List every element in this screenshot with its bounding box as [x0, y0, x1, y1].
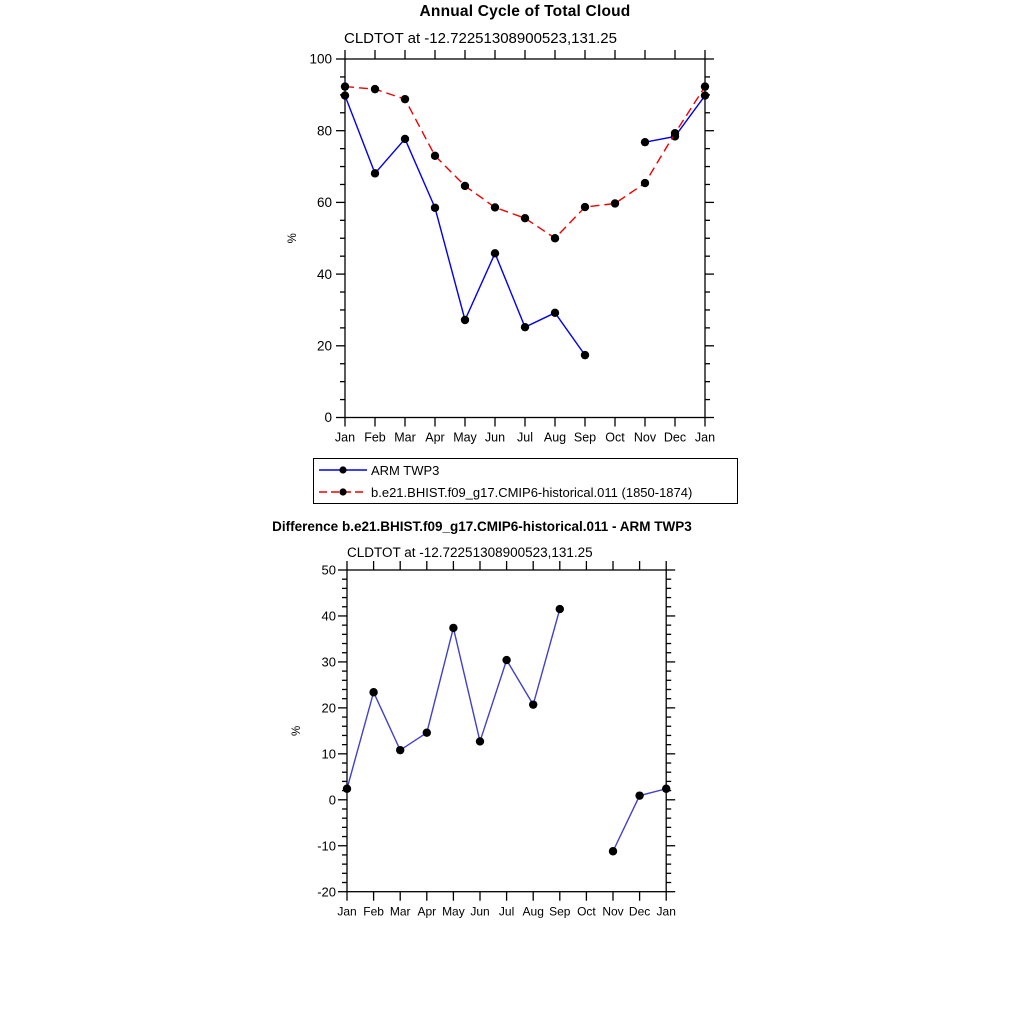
svg-text:Oct: Oct	[577, 904, 596, 919]
chart1-marker	[611, 199, 619, 207]
svg-text:0: 0	[324, 410, 332, 426]
legend-label-arm-twp3: ARM TWP3	[371, 462, 440, 478]
chart1-marker	[641, 138, 649, 146]
svg-text:Jan: Jan	[337, 904, 357, 919]
chart1-marker	[641, 179, 649, 187]
chart1-marker	[371, 85, 379, 93]
chart1-marker	[701, 91, 709, 99]
chart1-ylabel: %	[287, 233, 299, 244]
svg-text:Feb: Feb	[363, 904, 384, 919]
svg-text:Sep: Sep	[573, 430, 597, 445]
svg-text:Dec: Dec	[628, 904, 651, 919]
chart1-marker	[401, 135, 409, 143]
chart2-series-0	[343, 605, 671, 856]
svg-text:20: 20	[321, 700, 336, 716]
chart1-marker	[581, 351, 589, 359]
chart2-line-0	[347, 609, 560, 789]
chart1-marker	[371, 169, 379, 177]
chart2-axes	[338, 561, 675, 901]
svg-text:-10: -10	[317, 838, 336, 854]
svg-text:Feb: Feb	[364, 430, 386, 445]
svg-text:40: 40	[316, 266, 332, 282]
svg-text:20: 20	[316, 338, 332, 354]
svg-text:-20: -20	[317, 884, 336, 900]
chart2-marker	[369, 688, 377, 696]
chart1-marker	[431, 152, 439, 160]
svg-text:30: 30	[321, 654, 336, 670]
svg-text:Jul: Jul	[498, 904, 515, 919]
chart2-marker	[343, 785, 351, 793]
chart2-main-title: Difference b.e21.BHIST.f09_g17.CMIP6-historical.011 - ARM TWP3	[272, 519, 692, 534]
chart2-marker	[476, 737, 484, 745]
svg-text:40: 40	[321, 608, 336, 624]
chart2-marker	[662, 785, 670, 793]
svg-text:Mar: Mar	[394, 430, 416, 445]
chart2-subtitle: CLDTOT at -12.72251308900523,131.25	[347, 545, 593, 560]
svg-text:Sep: Sep	[549, 904, 571, 919]
svg-text:50: 50	[321, 562, 336, 578]
svg-text:Jul: Jul	[517, 430, 533, 445]
chart1-main-title: Annual Cycle of Total Cloud	[419, 3, 631, 20]
chart1-marker	[701, 82, 709, 90]
svg-text:10: 10	[321, 746, 336, 762]
svg-text:Apr: Apr	[417, 904, 437, 919]
svg-text:Aug: Aug	[522, 904, 544, 919]
chart2-marker	[502, 656, 510, 664]
svg-text:Jan: Jan	[656, 904, 676, 919]
chart1-marker	[491, 203, 499, 211]
chart1-marker	[581, 203, 589, 211]
svg-text:Jun: Jun	[484, 430, 506, 445]
chart1-legend-box	[313, 458, 738, 504]
chart2-marker	[635, 791, 643, 799]
svg-text:Nov: Nov	[633, 430, 657, 445]
chart2-marker	[396, 746, 404, 754]
chart1-marker	[341, 91, 349, 99]
svg-text:Jan: Jan	[334, 430, 356, 445]
chart1-series-0	[341, 91, 709, 359]
svg-text:80: 80	[316, 123, 332, 139]
chart1-marker	[341, 82, 349, 90]
legend-label-model: b.e21.BHIST.f09_g17.CMIP6-historical.011 (1850-1874)	[371, 484, 693, 500]
svg-text:Aug: Aug	[543, 430, 567, 445]
chart1-marker	[521, 323, 529, 331]
svg-text:May: May	[453, 430, 477, 445]
chart1-marker	[401, 95, 409, 103]
chart2-marker	[609, 847, 617, 855]
chart1-series-1	[341, 82, 709, 242]
chart2-marker	[529, 700, 537, 708]
chart2-ylabel: %	[291, 725, 303, 736]
chart2-marker	[556, 605, 564, 613]
chart2-marker	[449, 624, 457, 632]
svg-text:Oct: Oct	[605, 430, 625, 445]
svg-text:May: May	[442, 904, 465, 919]
legend-line-sample-dashed-icon	[318, 487, 368, 497]
chart1-marker	[491, 249, 499, 257]
chart1-marker	[461, 182, 469, 190]
svg-text:100: 100	[309, 51, 332, 67]
chart1-marker	[551, 309, 559, 317]
svg-text:Dec: Dec	[663, 430, 687, 445]
chart1-subtitle: CLDTOT at -12.72251308900523,131.25	[344, 30, 617, 47]
legend-line-sample-solid-icon	[318, 465, 368, 475]
chart1-marker	[431, 204, 439, 212]
svg-text:Mar: Mar	[389, 904, 411, 919]
chart1-marker	[521, 214, 529, 222]
chart1-marker	[671, 129, 679, 137]
svg-text:0: 0	[328, 792, 336, 808]
chart2-marker	[423, 728, 431, 736]
legend-row-model	[314, 481, 737, 503]
svg-text:Jan: Jan	[694, 430, 716, 445]
svg-text:60: 60	[316, 195, 332, 211]
chart1-marker	[461, 316, 469, 324]
legend-row-arm-twp3	[314, 459, 737, 481]
svg-text:Apr: Apr	[425, 430, 445, 445]
chart1-marker	[551, 234, 559, 242]
svg-text:Nov: Nov	[602, 904, 624, 919]
svg-text:Jun: Jun	[470, 904, 490, 919]
chart1-axes	[336, 50, 714, 427]
